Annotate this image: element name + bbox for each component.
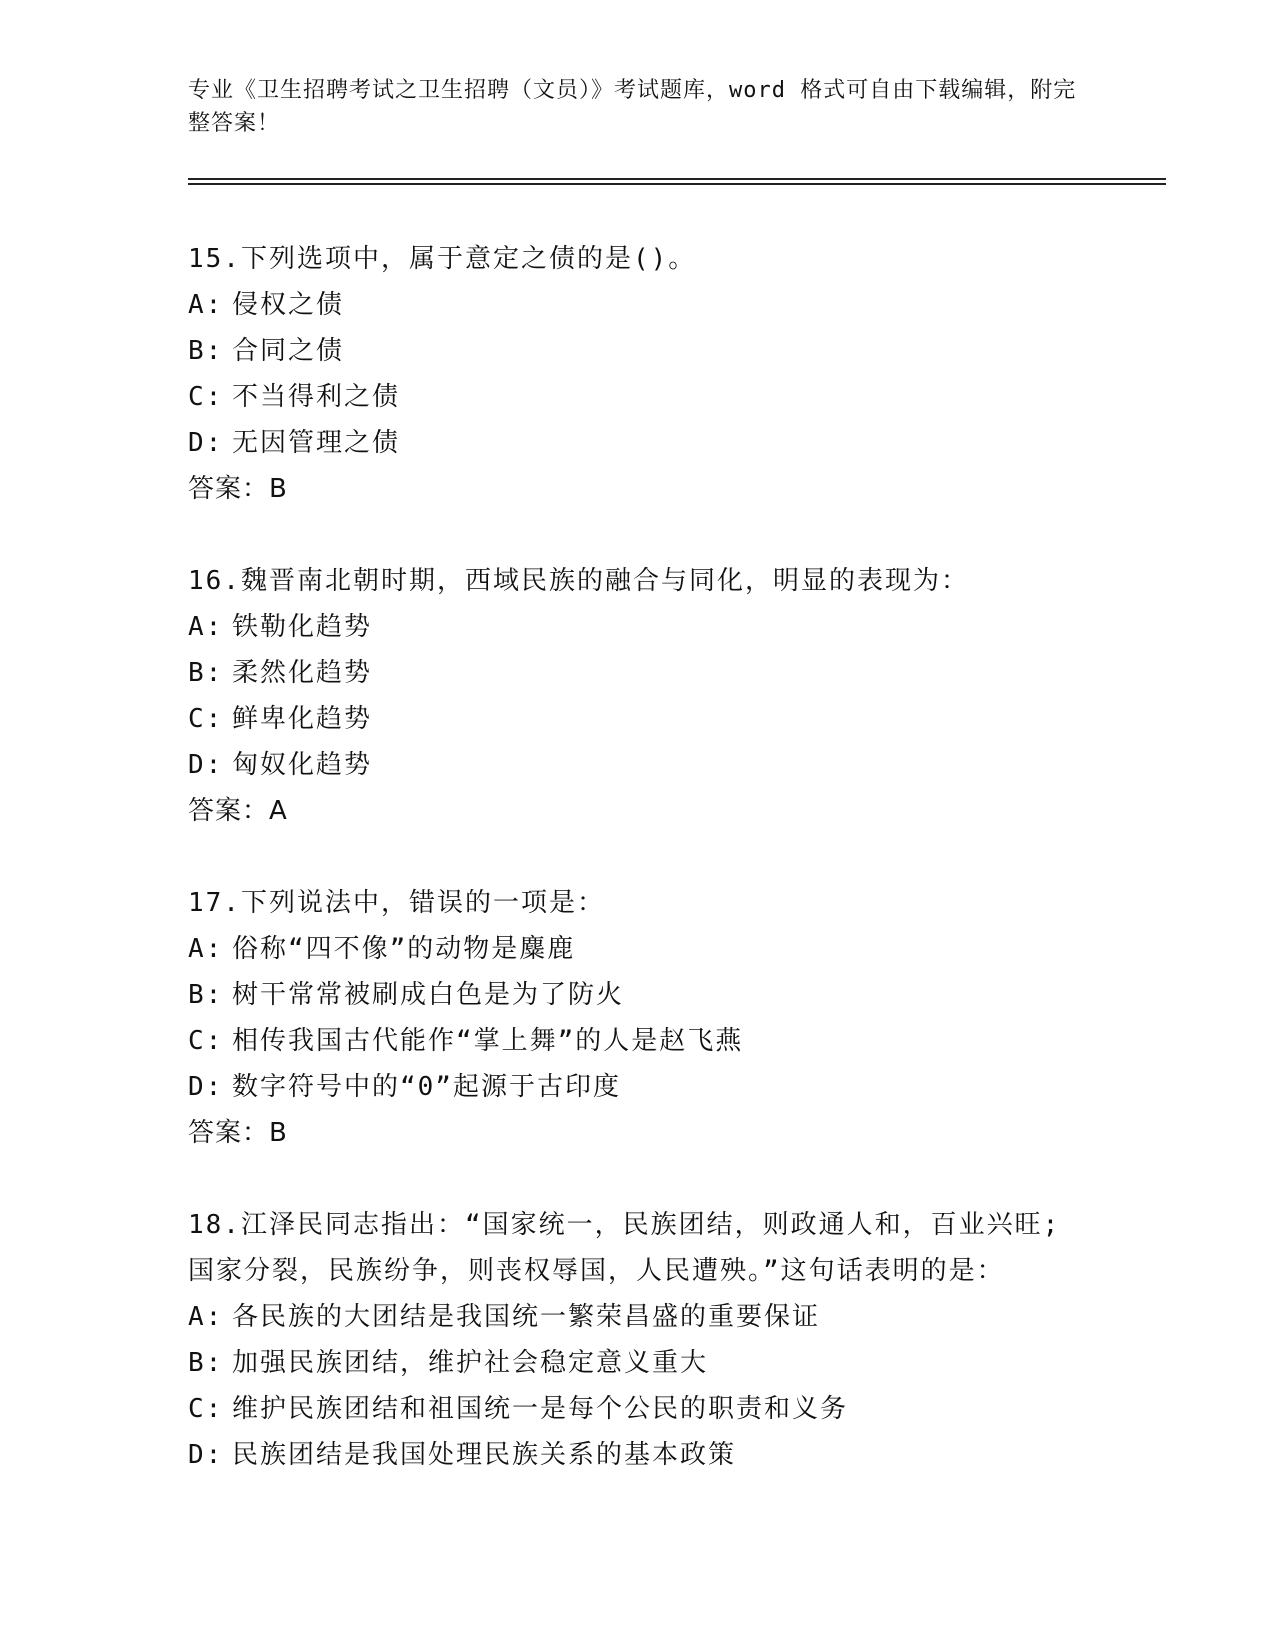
option-d [188,420,1108,466]
option-key: B: [188,1348,224,1378]
question-16 [188,558,1108,834]
option-text: 无因管理之债 [232,428,401,458]
option-d [188,1064,1108,1110]
option-key: D: [188,1072,224,1102]
option-c [188,1386,1108,1432]
question-text: 下列选项中，属于意定之债的是()。 [240,244,697,274]
option-text: 合同之债 [232,336,345,366]
option-text: 鲜卑化趋势 [232,704,373,734]
answer-line: 答案：B [188,474,288,504]
question-number: 15. [188,244,241,274]
option-key: D: [188,1440,224,1470]
option-key: A: [188,290,224,320]
option-key: B: [188,980,224,1010]
question-18 [188,1202,1108,1478]
option-text: 铁勒化趋势 [232,612,373,642]
question-stem [188,1202,1088,1294]
header-divider-top [188,178,1166,180]
option-text: 侵权之债 [232,290,345,320]
option-text: 数字符号中的“0”起源于古印度 [232,1072,621,1102]
question-number: 16. [188,566,241,596]
option-text: 俗称“四不像”的动物是麋鹿 [232,934,576,964]
document-header: 专业《卫生招聘考试之卫生招聘（文员）》考试题库，word 格式可自由下载编辑，附完整答案！ [188,78,1077,136]
question-stem [188,236,1108,282]
option-key: C: [188,1394,224,1424]
question-number: 17. [188,888,241,918]
option-key: A: [188,1302,224,1332]
option-b [188,650,1108,696]
question-15 [188,236,1108,512]
option-text: 匈奴化趋势 [232,750,373,780]
question-number: 18. [188,1210,241,1240]
answer-line: 答案：A [188,796,288,826]
question-stem [188,558,1108,604]
option-b [188,972,1108,1018]
question-text: 下列说法中，错误的一项是： [240,888,605,918]
option-text: 加强民族团结，维护社会稳定意义重大 [232,1348,709,1378]
option-text: 维护民族团结和祖国统一是每个公民的职责和义务 [232,1394,849,1424]
question-text: 江泽民同志指出：“国家统一，民族团结，则政通人和，百业兴旺;国家分裂，民族纷争，则丧权辱国，人民遭殃。”这句话表明的是： [188,1210,1061,1286]
option-key: C: [188,704,224,734]
question-text: 魏晋南北朝时期，西域民族的融合与同化，明显的表现为： [240,566,969,596]
option-key: D: [188,750,224,780]
option-b [188,328,1108,374]
option-a [188,1294,1108,1340]
option-key: A: [188,612,224,642]
option-text: 不当得利之债 [232,382,401,412]
option-key: C: [188,382,224,412]
answer-line: 答案：B [188,1118,288,1148]
option-key: C: [188,1026,224,1056]
option-text: 相传我国古代能作“掌上舞”的人是赵飞燕 [232,1026,744,1056]
option-c [188,374,1108,420]
option-text: 树干常常被刷成白色是为了防火 [232,980,625,1010]
option-a [188,282,1108,328]
option-key: D: [188,428,224,458]
option-c [188,1018,1108,1064]
option-text: 民族团结是我国处理民族关系的基本政策 [232,1440,737,1470]
option-d [188,1432,1108,1478]
question-stem [188,880,1108,926]
option-c [188,696,1108,742]
option-b [188,1340,1108,1386]
option-text: 柔然化趋势 [232,658,373,688]
option-a [188,926,1108,972]
header-divider-bottom [188,183,1166,185]
option-text: 各民族的大团结是我国统一繁荣昌盛的重要保证 [232,1302,821,1332]
option-key: A: [188,934,224,964]
option-a [188,604,1108,650]
option-d [188,742,1108,788]
option-key: B: [188,658,224,688]
question-17 [188,880,1108,1156]
option-key: B: [188,336,224,366]
